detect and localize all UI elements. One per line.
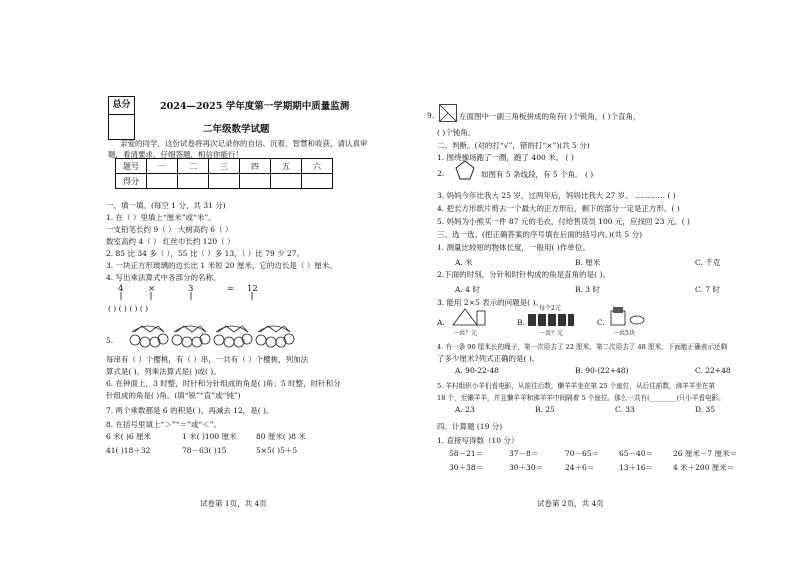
question-3: 3. 一块正方形玻璃的边长比 1 米短 20 厘米，它的边长是（ ）厘米。 bbox=[106, 261, 337, 270]
q4-factor-1: 4 bbox=[118, 284, 124, 294]
calc-item: 30＋38＝ bbox=[449, 463, 484, 472]
question-7: 7. 两个乘数都是 6 的积是( )，再减去 12，是( )。 bbox=[106, 406, 274, 415]
question-6b: 针组成的角是( )角。(填“锐”“直”或“钝”) bbox=[106, 391, 241, 400]
option-b-caption: 一共？元 bbox=[539, 330, 564, 337]
exam-subtitle: 二年级数学试题 bbox=[203, 124, 270, 135]
question-5b: 算式是( )，列乘法算式是( )或( )。 bbox=[106, 367, 221, 376]
q4-arrows bbox=[115, 292, 265, 302]
section-1-heading: 一、填一填。(每空 1 分，共 31 分) bbox=[106, 201, 226, 210]
calc-item: 37－8＝ bbox=[509, 449, 539, 458]
cherry-bunches-image bbox=[128, 322, 296, 352]
question-9a: 左面图中一副三角板拼成的角有( )个锐角，( )个直角， bbox=[459, 112, 641, 121]
select-5a: 5. 羊村组织小羊们看电影，从前往后数，懒羊羊坐在第 25 个座位，从后往前数，沸羊羊坐在第 bbox=[437, 382, 716, 390]
score-header-cell: 题号 bbox=[116, 159, 147, 174]
select-3: 3. 能用 2×5 表示的问题是( )。 bbox=[437, 298, 543, 307]
score-table-header bbox=[116, 159, 333, 174]
q8-item: 5×5( )5＋5 bbox=[256, 446, 298, 455]
exam-title: 2024—2025 学年度第一学期期中质量监测 bbox=[160, 101, 350, 112]
question-8: 8. 在括号里填上“＞”“＝”或“＜”。 bbox=[106, 420, 222, 429]
score-table bbox=[115, 158, 333, 189]
instructions-line-2: 题，看清要求，仔细答题，相信你能行！ bbox=[108, 150, 243, 159]
q8-item: 78－63( )15 bbox=[182, 446, 227, 455]
select-5-option[interactable]: C. 33 bbox=[615, 405, 635, 414]
calc-item: 70－65＝ bbox=[565, 449, 600, 458]
judge-4: 4. 把长方形纸片剪去一个最大的正方形后，剩下的部分一定是正方形。( ) bbox=[437, 204, 680, 213]
q8-item: 80 厘米( )8 米 bbox=[256, 432, 306, 441]
instructions-line-1: 亲爱的同学，这份试卷将再次记录你的自信、沉着、智慧和收获，请认真审 bbox=[120, 139, 368, 148]
q8-item: 41( )18＋32 bbox=[106, 446, 151, 455]
q4-equals: = bbox=[227, 284, 235, 294]
select-5-option[interactable]: A. 23 bbox=[455, 405, 475, 414]
question-9b: ( )个钝角。 bbox=[437, 128, 476, 137]
question-1: 1. 在（ ）里填上“厘米”或“米”。 bbox=[106, 213, 216, 222]
score-header-cell: 五 bbox=[271, 159, 302, 174]
pentagon-image bbox=[455, 160, 475, 180]
question-2: 2. 85 比 34 多（ ），55 比（ ）多 13，（ ）比 79 少 27。 bbox=[106, 249, 305, 258]
calc-item: 13＋16＝ bbox=[619, 463, 654, 472]
total-score-label: 总分 bbox=[109, 97, 134, 115]
score-cell[interactable] bbox=[178, 174, 209, 189]
select-4-option[interactable]: B. 90-(22+48) bbox=[575, 366, 629, 375]
select-2-option[interactable]: C. 7 时 bbox=[695, 285, 720, 294]
exam-page-2 bbox=[397, 0, 794, 561]
select-3-option-a-label[interactable]: A. bbox=[437, 318, 445, 327]
select-2-option[interactable]: A. 4 时 bbox=[455, 285, 480, 294]
triangle-rulers-image bbox=[439, 104, 457, 122]
select-5b: 18 个，至懒羊羊，并且懒羊羊和沸羊羊中间隔着 5 个座位。那么一共有(________)只小羊看电影。 bbox=[437, 394, 725, 402]
score-cell[interactable] bbox=[271, 174, 302, 189]
option-b-top-caption: 每个2元 bbox=[539, 305, 561, 312]
q5-label: 5. bbox=[106, 336, 114, 345]
select-5-option[interactable]: D. 35 bbox=[695, 405, 716, 414]
select-2: 2.下面的时刻，分针和时针构成的角是直角的是( )。 bbox=[437, 270, 610, 279]
score-cell[interactable] bbox=[209, 174, 240, 189]
question-4: 4. 写出乘法算式中各部分的名称。 bbox=[106, 273, 221, 282]
judge-2: 如图有 5 条线段，有 5 个角。 ( ) bbox=[481, 170, 594, 179]
q4-factor-2: 3 bbox=[188, 284, 194, 294]
question-5a: 每串有（ ）个樱桃，有（ ）串，一共有（ ）个樱桃，列加法 bbox=[106, 355, 309, 364]
option-b-image bbox=[527, 311, 575, 327]
option-a-caption: 一共？元 bbox=[453, 330, 478, 337]
judge-3: 3. 妈妈今年比我大 25 岁，过两年后，妈妈比我大 27 岁。 ………… ( ) bbox=[437, 191, 676, 200]
select-1-option[interactable]: B. 厘米 bbox=[575, 258, 601, 267]
score-header-cell: 二 bbox=[178, 159, 209, 174]
question-6a: 6. 在钟面上，3 时整，时针和分针组成的角是( )角；5 时整，时针和分 bbox=[106, 379, 341, 388]
score-header-cell: 四 bbox=[240, 159, 271, 174]
section-4-heading: 四、计算题 (19 分) bbox=[437, 422, 503, 431]
q4-blanks: ( ) ( ) ( ) ( ) bbox=[108, 304, 149, 313]
select-4b: 了多少厘米?列式正确的是( )。 bbox=[437, 354, 540, 363]
select-1-option[interactable]: C. 千克 bbox=[695, 258, 721, 267]
judge-2-label: 2. bbox=[437, 169, 445, 178]
select-3-option-c-label[interactable]: C. bbox=[597, 318, 605, 327]
select-4a: 4. 有一条 90 厘米长的绳子，第一次用去了 22 厘米，第二次用去了 48 厘米，下面能正确表示还剩 bbox=[437, 343, 728, 351]
select-2-option[interactable]: B. 3 时 bbox=[575, 285, 600, 294]
calc-item: 30＋30＝ bbox=[509, 463, 544, 472]
calc-item: 26 厘米－7 厘米＝ bbox=[673, 449, 738, 458]
calc-item: 65－40＝ bbox=[619, 449, 654, 458]
option-a-image bbox=[449, 305, 489, 327]
select-5-option[interactable]: B. 25 bbox=[535, 405, 555, 414]
q8-item: 1 米( )100 厘米 bbox=[182, 432, 237, 441]
score-cell[interactable] bbox=[302, 174, 333, 189]
question-1a: 一支铅笔长约 9（ ） 大树高约 6（ ） bbox=[106, 225, 233, 234]
page-footer: 试卷第 1页，共 4页 bbox=[200, 499, 267, 508]
section-3-heading: 三、选一选。(把正确答案的序号填在后面的括号内。)(共 5 分) bbox=[437, 230, 642, 239]
q9-label: 9. bbox=[427, 111, 435, 120]
score-cell[interactable] bbox=[240, 174, 271, 189]
q4-product: 12 bbox=[247, 284, 258, 294]
score-header-cell: 一 bbox=[147, 159, 178, 174]
score-header-cell: 六 bbox=[302, 159, 333, 174]
total-score-box bbox=[108, 96, 135, 140]
question-1b: 数室高约 4（ ） 红丝巾长约 120（ ） bbox=[106, 237, 235, 246]
score-row-label: 得分 bbox=[116, 174, 147, 189]
select-1-option[interactable]: A. 米 bbox=[455, 258, 473, 267]
judge-1: 1. 围绕操场跑了一圈，跑了 400 米。 ( ) bbox=[437, 153, 574, 162]
select-3-option-b-label[interactable]: B. bbox=[517, 318, 525, 327]
select-4-option[interactable]: A. 90-22-48 bbox=[455, 366, 499, 375]
calc-item: 4 米＋200 厘米＝ bbox=[673, 463, 735, 472]
calc-item: 58－21＝ bbox=[449, 449, 484, 458]
option-c-image bbox=[607, 303, 647, 327]
judge-5: 5. 妈妈为小熊买一件 87 元的毛衣，付给售货员 100 元，应找回 23 元。( ) bbox=[437, 217, 690, 226]
section-2-heading: 二、判断。(对的打“√”，错的打“×”)(共 5 分) bbox=[437, 141, 590, 150]
calc-item: 24＋6＝ bbox=[565, 463, 595, 472]
score-header-cell: 三 bbox=[209, 159, 240, 174]
q8-item: 6 米( )6 厘米 bbox=[106, 432, 152, 441]
calc-1-heading: 1. 直接写得数（10 分） bbox=[437, 436, 519, 445]
option-c-caption: 一共5块 bbox=[613, 330, 635, 337]
q4-times: × bbox=[148, 284, 156, 294]
select-1: 1. 测量比较短的物体长度，一般用( )作单位。 bbox=[437, 243, 590, 252]
select-4-option[interactable]: C. 22+48 bbox=[695, 366, 731, 375]
score-cell[interactable] bbox=[147, 174, 178, 189]
score-table-row bbox=[116, 174, 333, 189]
page-footer: 试卷第 2页，共 4页 bbox=[537, 499, 604, 508]
